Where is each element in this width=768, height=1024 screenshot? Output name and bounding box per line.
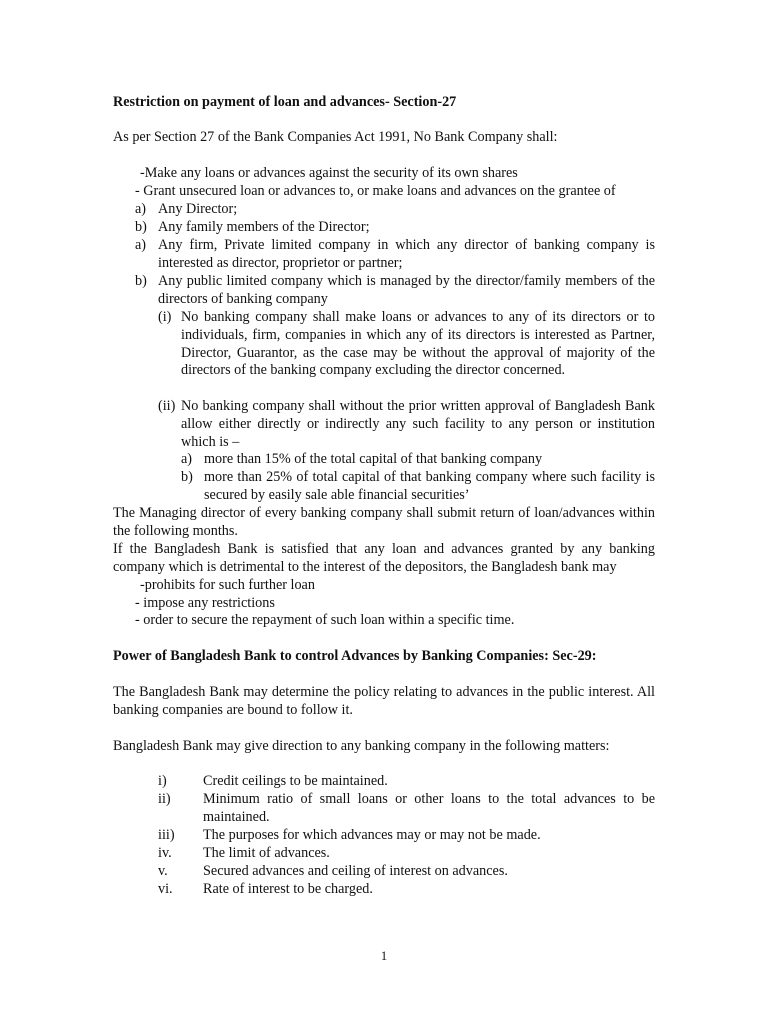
roman-item: Rate of interest to be charged. xyxy=(203,881,373,897)
list-item: Any firm, Private limited company in which any director of banking company is interested as director, proprietor or partner; xyxy=(158,237,655,271)
roman-marker: iv. xyxy=(158,845,172,861)
roman-item: The purposes for which advances may or may not be made. xyxy=(203,827,541,843)
sub-item: No banking company shall make loans or advances to any of its directors or to individuals, firm, companies in which any of its directors is interested as Partner, Director, Guarantor, as the case may be without the approval of majority of the directors of the banking company excluding the director concerned. xyxy=(181,309,655,379)
section-29-heading: Power of Bangladesh Bank to control Advances by Banking Companies: Sec-29: xyxy=(113,648,597,664)
policy-paragraph: The Bangladesh Bank may determine the policy relating to advances in the public interest. All banking companies are bound to follow it. xyxy=(113,684,655,718)
roman-marker: v. xyxy=(158,863,168,879)
list-marker: a) xyxy=(135,201,147,217)
list-marker: b) xyxy=(135,273,147,289)
dash-item-shares: -Make any loans or advances against the security of its own shares xyxy=(140,165,518,181)
list-item: Any Director; xyxy=(158,201,238,217)
roman-marker: ii) xyxy=(158,791,171,807)
page-number: 1 xyxy=(380,949,388,963)
bangladesh-bank-paragraph: If the Bangladesh Bank is satisfied that any loan and advances granted by any banking company which is detrimental to the interest of the depositors, the Bangladesh bank may xyxy=(113,541,655,575)
section-27-heading: Restriction on payment of loan and advances- Section-27 xyxy=(113,94,457,110)
roman-marker: i) xyxy=(158,773,167,789)
action-item: -prohibits for such further loan xyxy=(140,577,315,593)
managing-director-paragraph: The Managing director of every banking company shall submit return of loan/advances within the following months. xyxy=(113,505,655,539)
subsub-marker: a) xyxy=(181,451,193,467)
roman-item: Minimum ratio of small loans or other loans to the total advances to be maintained. xyxy=(203,791,655,825)
list-item: Any public limited company which is managed by the director/family members of the directors of banking company xyxy=(158,273,655,307)
dash-item-unsecured: - Grant unsecured loan or advances to, or make loans and advances on the grantee of xyxy=(135,183,616,199)
subsub-item: more than 15% of the total capital of that banking company xyxy=(204,451,543,467)
list-item: Any family members of the Director; xyxy=(158,219,370,235)
sub-item: No banking company shall without the prior written approval of Bangladesh Bank allow either directly or indirectly any such facility to any person or institution which is – xyxy=(181,398,655,450)
list-marker: a) xyxy=(135,237,147,253)
section-27-intro: As per Section 27 of the Bank Companies Act 1991, No Bank Company shall: xyxy=(113,129,558,145)
action-item: - impose any restrictions xyxy=(135,595,275,611)
sub-marker: (i) xyxy=(158,309,172,325)
roman-marker: vi. xyxy=(158,881,173,897)
direction-paragraph: Bangladesh Bank may give direction to any banking company in the following matters: xyxy=(113,738,610,754)
sub-marker: (ii) xyxy=(158,398,176,414)
roman-item: The limit of advances. xyxy=(203,845,330,861)
roman-marker: iii) xyxy=(158,827,175,843)
action-item: - order to secure the repayment of such loan within a specific time. xyxy=(135,612,515,628)
list-marker: b) xyxy=(135,219,147,235)
subsub-marker: b) xyxy=(181,469,193,485)
roman-item: Credit ceilings to be maintained. xyxy=(203,773,388,789)
roman-item: Secured advances and ceiling of interest on advances. xyxy=(203,863,508,879)
subsub-item: more than 25% of total capital of that banking company where such facility is secured by easily sale able financial securities’ xyxy=(204,469,655,503)
